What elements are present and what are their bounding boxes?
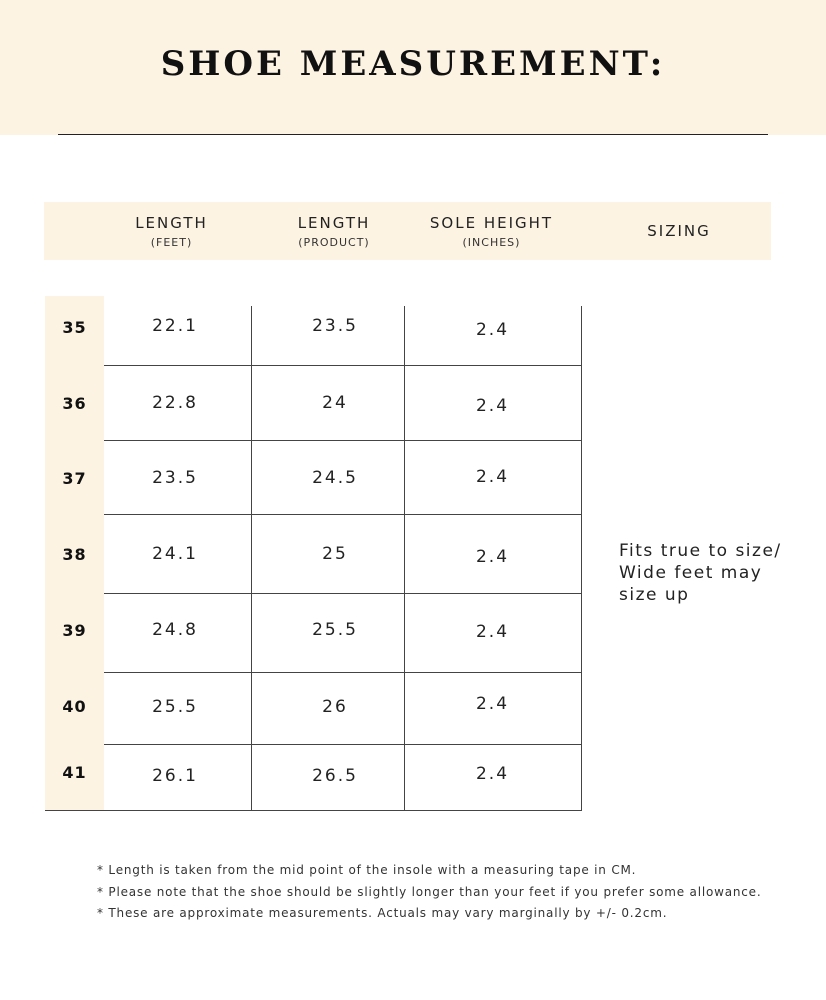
size-label: 38	[62, 545, 87, 564]
length-feet-value: 26.1	[152, 766, 198, 786]
column-header-bar	[44, 202, 771, 260]
footnote: * These are approximate measurements. Actuals may vary marginally by +/- 0.2cm.	[97, 906, 668, 920]
grid-line	[104, 514, 582, 515]
grid-line	[45, 810, 582, 811]
column-header-label: SOLE HEIGHT	[429, 213, 554, 232]
sizing-note-line: size up	[619, 585, 690, 605]
grid-line	[404, 306, 405, 811]
column-header-label: LENGTH	[297, 213, 371, 232]
sizing-note-line: Wide feet may	[619, 563, 763, 583]
size-label: 41	[62, 763, 87, 782]
length-product-value: 24	[322, 393, 348, 413]
length-product-value: 24.5	[312, 468, 358, 488]
column-header-unit: (FEET)	[150, 235, 193, 249]
column-header-unit: (PRODUCT)	[298, 235, 370, 249]
footnote: * Length is taken from the mid point of the insole with a measuring tape in CM.	[97, 863, 637, 877]
length-feet-value: 24.1	[152, 544, 198, 564]
grid-line	[104, 365, 582, 366]
column-header-length-feet	[114, 202, 229, 260]
length-product-value: 25	[322, 544, 348, 564]
sole-height-value: 2.4	[475, 622, 510, 642]
size-label: 39	[62, 621, 87, 640]
grid-line	[581, 306, 582, 811]
footnote: * Please note that the shoe should be slightly longer than your feet if you prefer some allowance.	[97, 885, 762, 899]
column-header-sole-height	[419, 202, 564, 260]
sole-height-value: 2.4	[475, 467, 510, 487]
size-label: 36	[62, 394, 87, 413]
sizing-note	[619, 540, 819, 606]
length-feet-value: 22.8	[152, 393, 198, 413]
size-label: 35	[62, 318, 87, 337]
length-feet-value: 25.5	[152, 697, 198, 717]
title-divider	[58, 134, 768, 135]
size-label: 40	[62, 697, 87, 716]
length-product-value: 26	[322, 697, 348, 717]
length-product-value: 25.5	[312, 620, 358, 640]
grid-line	[104, 672, 582, 673]
size-label: 37	[62, 469, 87, 488]
length-feet-value: 24.8	[152, 620, 198, 640]
sole-height-value: 2.4	[475, 396, 510, 416]
title-banner	[0, 0, 826, 135]
page-title: SHOE MEASUREMENT:	[160, 44, 666, 84]
sole-height-value: 2.4	[475, 547, 510, 567]
sole-height-value: 2.4	[475, 764, 510, 784]
sole-height-value: 2.4	[475, 694, 510, 714]
column-header-sizing	[624, 202, 734, 260]
column-header-length-product	[274, 202, 394, 260]
sizing-note-line: Fits true to size/	[619, 541, 782, 561]
column-header-unit: (INCHES)	[462, 235, 521, 249]
length-feet-value: 23.5	[152, 468, 198, 488]
grid-line	[104, 440, 582, 441]
sole-height-value: 2.4	[475, 320, 510, 340]
column-header-label: SIZING	[647, 222, 711, 240]
grid-line	[104, 744, 582, 745]
column-header-label: LENGTH	[135, 213, 208, 232]
grid-line	[104, 593, 582, 594]
length-product-value: 26.5	[312, 766, 358, 786]
length-feet-value: 22.1	[152, 316, 198, 336]
length-product-value: 23.5	[312, 316, 358, 336]
grid-line	[251, 306, 252, 811]
